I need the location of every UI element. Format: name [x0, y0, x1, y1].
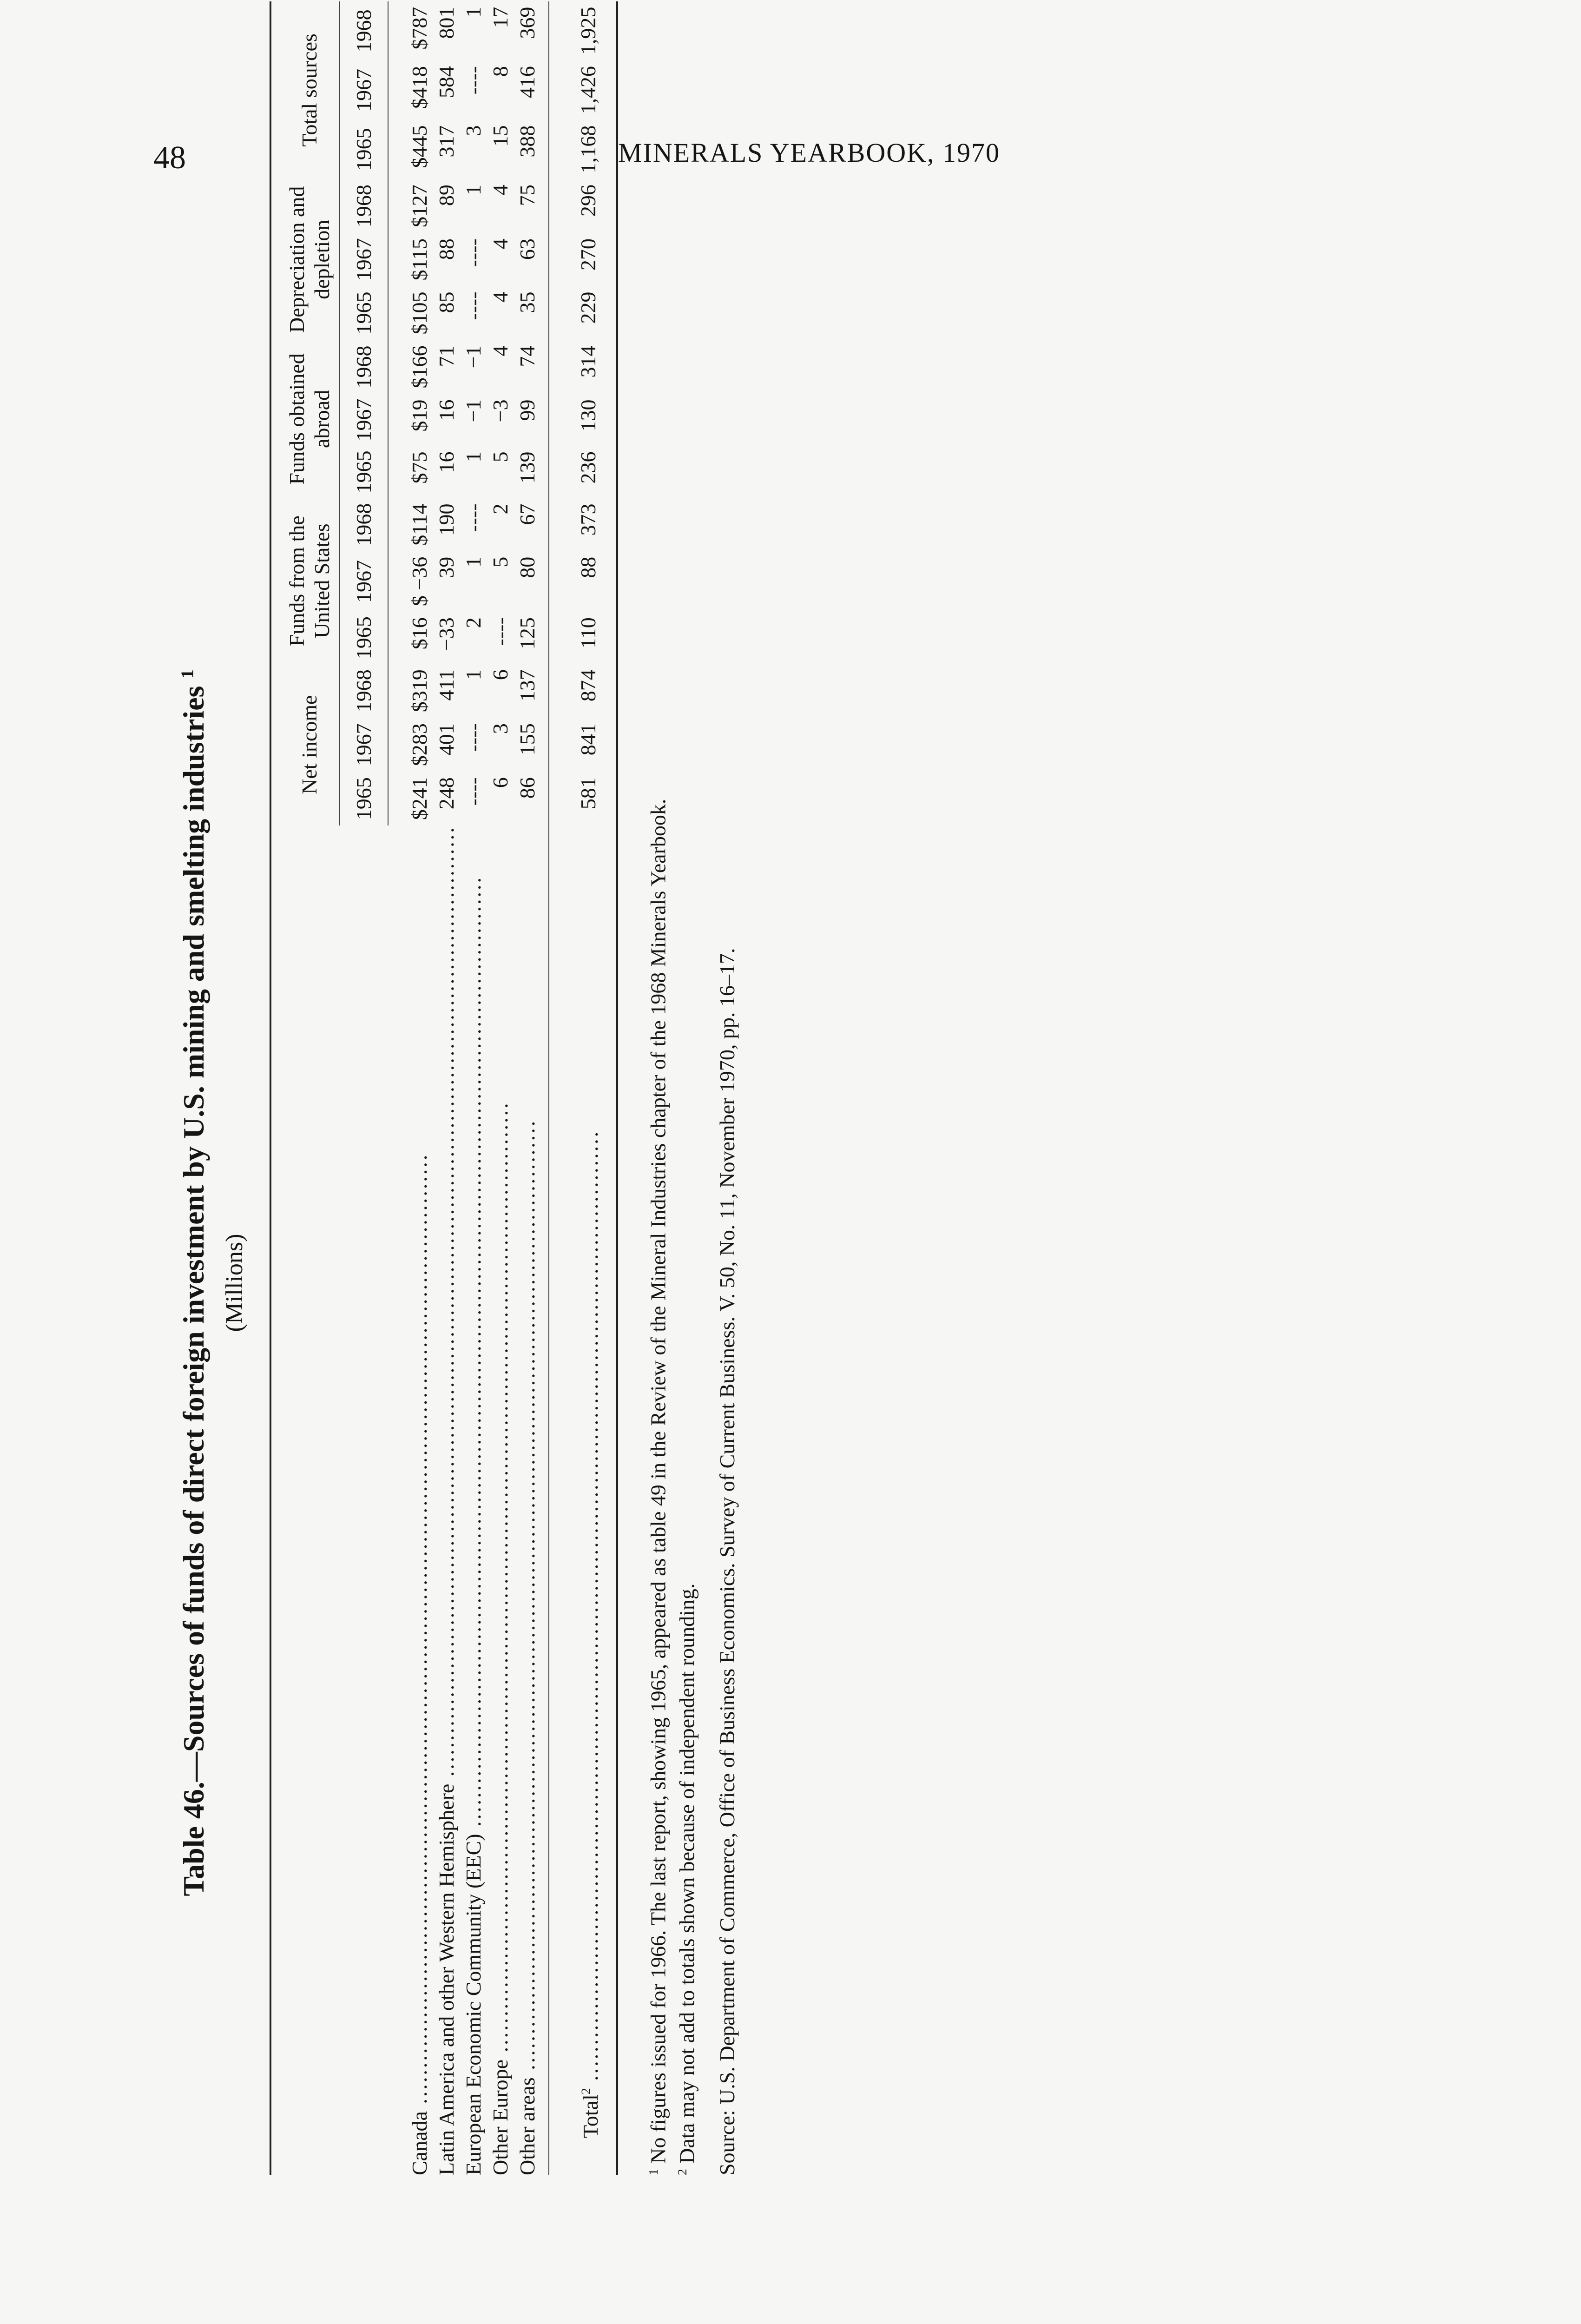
- table-cell: 1: [461, 451, 485, 462]
- dot-leader: [460, 825, 487, 2175]
- table-cell: 89: [435, 185, 458, 206]
- table-cell: 5: [488, 451, 512, 462]
- table-cell: 4: [488, 291, 512, 303]
- year-header: 1965: [340, 286, 388, 340]
- group-header: Net income: [270, 664, 340, 825]
- footnote: [641, 799, 670, 2175]
- table-cell: 17: [488, 7, 512, 28]
- total-cell: 373: [549, 498, 617, 551]
- table-cell: −1: [461, 345, 485, 369]
- table-cell: 8: [488, 66, 512, 77]
- row-label: [487, 825, 514, 2175]
- row-label: [460, 825, 487, 2175]
- footnote-text: No figures issued for 1966. The last report, showing 1965, appeared as table 49 in the Review of the Mineral Industries chapter of the 1968 Minerals Yearbook.: [646, 799, 670, 2164]
- table-cell: 85: [435, 291, 458, 313]
- total-cell: 874: [549, 664, 617, 718]
- total-cell: 236: [549, 446, 617, 498]
- table-cell: 155: [515, 723, 539, 756]
- total-cell: 229: [549, 286, 617, 340]
- total-row: [549, 1, 617, 2175]
- table-cell: 35: [515, 291, 539, 313]
- table-row: [514, 1, 549, 2175]
- table-cell: −3: [488, 399, 512, 423]
- table-cell: ----: [461, 723, 485, 752]
- table-cell: 5: [488, 556, 512, 568]
- total-cell: 314: [549, 340, 617, 394]
- table-title: [177, 279, 211, 2287]
- table-cell: 369: [515, 7, 539, 39]
- table-cell: 16: [435, 451, 458, 473]
- table-row: [388, 1, 433, 2175]
- table-cell: 75: [515, 185, 539, 206]
- table-cell: 4: [488, 345, 512, 357]
- table-cell: $105: [408, 291, 431, 335]
- dot-leader: [514, 825, 541, 2175]
- table-cell: $127: [408, 185, 431, 228]
- source-note: Source: U.S. Department of Commerce, Office of Business Economics. Survey of Current Business. V. 50, No. 11, November 1970, pp. 16–17.: [715, 948, 739, 2175]
- row-label-text: Latin America and other Western Hemisphere: [435, 1783, 458, 2175]
- data-table: [270, 1, 618, 2175]
- total-cell: 1,925: [549, 1, 617, 61]
- year-header: 1968: [340, 179, 388, 233]
- total-cell: 296: [549, 179, 617, 233]
- table-cell: 86: [515, 777, 539, 799]
- year-header: 1967: [340, 233, 388, 286]
- table-cell: $115: [408, 238, 431, 281]
- year-header: 1967: [340, 60, 388, 120]
- table-cell: 15: [488, 125, 512, 147]
- table-subtitle: (Millions): [221, 1234, 248, 1332]
- dot-leader: [487, 825, 514, 2175]
- year-header: 1967: [340, 394, 388, 446]
- table-cell: 1: [461, 7, 485, 18]
- table-cell: 80: [515, 556, 539, 578]
- table-cell: 2: [488, 503, 512, 515]
- table-cell: 16: [435, 399, 458, 421]
- table-cell: 411: [435, 669, 458, 701]
- row-label: [433, 825, 460, 2175]
- table-cell: 99: [515, 399, 539, 421]
- table-cell: $445: [408, 125, 431, 168]
- table-cell: $114: [408, 503, 431, 546]
- table-cell: ----: [461, 777, 485, 806]
- table-cell: 39: [435, 556, 458, 578]
- table-cell: 190: [435, 503, 458, 536]
- table-cell: −33: [435, 617, 458, 651]
- table-cell: $319: [408, 669, 431, 713]
- total-label-text: Total: [579, 2094, 603, 2138]
- table-cell: $16: [408, 617, 431, 650]
- table-cell: $ −36: [408, 556, 431, 607]
- row-label: [388, 825, 433, 2175]
- table-cell: 4: [488, 185, 512, 196]
- table-cell: 248: [435, 777, 458, 810]
- total-cell: 581: [549, 772, 617, 825]
- table-cell: 388: [515, 125, 539, 158]
- table-body: [388, 1, 617, 2175]
- table-cell: 1: [461, 185, 485, 196]
- table-cell: 801: [435, 7, 458, 39]
- table-cell: $166: [408, 345, 431, 389]
- row-label-text: Canada: [407, 2111, 431, 2175]
- year-header: 1965: [340, 612, 388, 664]
- page-number: 48: [153, 140, 186, 176]
- group-header: Total sources: [270, 1, 340, 179]
- year-header: 1965: [340, 120, 388, 179]
- table-row: [460, 1, 487, 2175]
- table-cell: $283: [408, 723, 431, 766]
- table-cell: $19: [408, 399, 431, 432]
- total-cell: 1,426: [549, 60, 617, 120]
- total-cell: 110: [549, 612, 617, 664]
- table-cell: 1: [461, 669, 485, 680]
- year-header: 1968: [340, 1, 388, 61]
- table-cell: 67: [515, 503, 539, 525]
- group-header: Funds from the United States: [270, 498, 340, 664]
- total-cell: 270: [549, 233, 617, 286]
- table-cell: $75: [408, 451, 431, 484]
- total-cell: 88: [549, 551, 617, 612]
- footnote: [670, 799, 699, 2175]
- table-cell: 1: [461, 556, 485, 568]
- rotated-table-block: [177, 7, 739, 2287]
- table-cell: $418: [408, 66, 431, 109]
- running-head: MINERALS YEARBOOK, 1970: [618, 138, 1000, 168]
- table-cell: $241: [408, 777, 431, 820]
- row-label-text: Other Europe: [488, 2059, 512, 2175]
- dot-leader: [406, 825, 433, 2175]
- total-label: [579, 2088, 602, 2138]
- group-header: Depreciation and depletion: [270, 179, 340, 340]
- table-cell: −1: [461, 399, 485, 423]
- total-cell: 1,168: [549, 120, 617, 179]
- year-header: 1967: [340, 718, 388, 772]
- table-cell: 74: [515, 345, 539, 367]
- table-cell: 6: [488, 777, 512, 788]
- table-title-text: Table 46.—Sources of funds of direct foreign investment by U.S. mining and smelting industries: [177, 686, 210, 1896]
- table-cell: 139: [515, 451, 539, 484]
- footnote-text: Data may not add to totals shown because of independent rounding.: [675, 1583, 699, 2164]
- dot-leader: [573, 825, 604, 2138]
- table-cell: 88: [435, 238, 458, 260]
- table-cell: 416: [515, 66, 539, 99]
- table-cell: ----: [488, 617, 512, 646]
- table-cell: 401: [435, 723, 458, 756]
- row-label-text: European Economic Community (EEC): [461, 1834, 485, 2175]
- footnote-mark: 2: [675, 2169, 690, 2175]
- row-label: [549, 825, 617, 2175]
- table-cell: 3: [461, 125, 485, 136]
- year-header: 1968: [340, 340, 388, 394]
- table-cell: 317: [435, 125, 458, 158]
- total-cell: 130: [549, 394, 617, 446]
- row-label-text: Other areas: [515, 2077, 539, 2175]
- table-cell: 3: [488, 723, 512, 734]
- footnote-mark: 1: [646, 2169, 660, 2175]
- year-header: 1967: [340, 551, 388, 612]
- stub-header: [270, 825, 388, 2175]
- table-row: [487, 1, 514, 2175]
- table-cell: 4: [488, 238, 512, 250]
- title-footnote-mark: 1: [178, 669, 198, 679]
- year-header: 1965: [340, 772, 388, 825]
- group-header: Funds obtained abroad: [270, 340, 340, 498]
- table-cell: $787: [408, 7, 431, 50]
- table-cell: 2: [461, 617, 485, 628]
- year-header: 1968: [340, 498, 388, 551]
- table-cell: ----: [461, 291, 485, 320]
- table-cell: 137: [515, 669, 539, 702]
- group-header-row: [270, 1, 340, 2175]
- footnotes: [641, 799, 739, 2175]
- table-cell: ----: [461, 238, 485, 267]
- year-header: 1965: [340, 446, 388, 498]
- table-row: [433, 1, 460, 2175]
- table-cell: ----: [461, 66, 485, 95]
- table-cell: 71: [435, 345, 458, 367]
- total-cell: 841: [549, 718, 617, 772]
- dot-leader: [433, 825, 460, 2175]
- table-cell: 6: [488, 669, 512, 680]
- table-cell: 125: [515, 617, 539, 650]
- table-cell: 63: [515, 238, 539, 260]
- table-cell: ----: [461, 503, 485, 532]
- total-footnote-mark: 2: [579, 2088, 593, 2095]
- year-header: 1968: [340, 664, 388, 718]
- row-label: [514, 825, 549, 2175]
- table-cell: 584: [435, 66, 458, 99]
